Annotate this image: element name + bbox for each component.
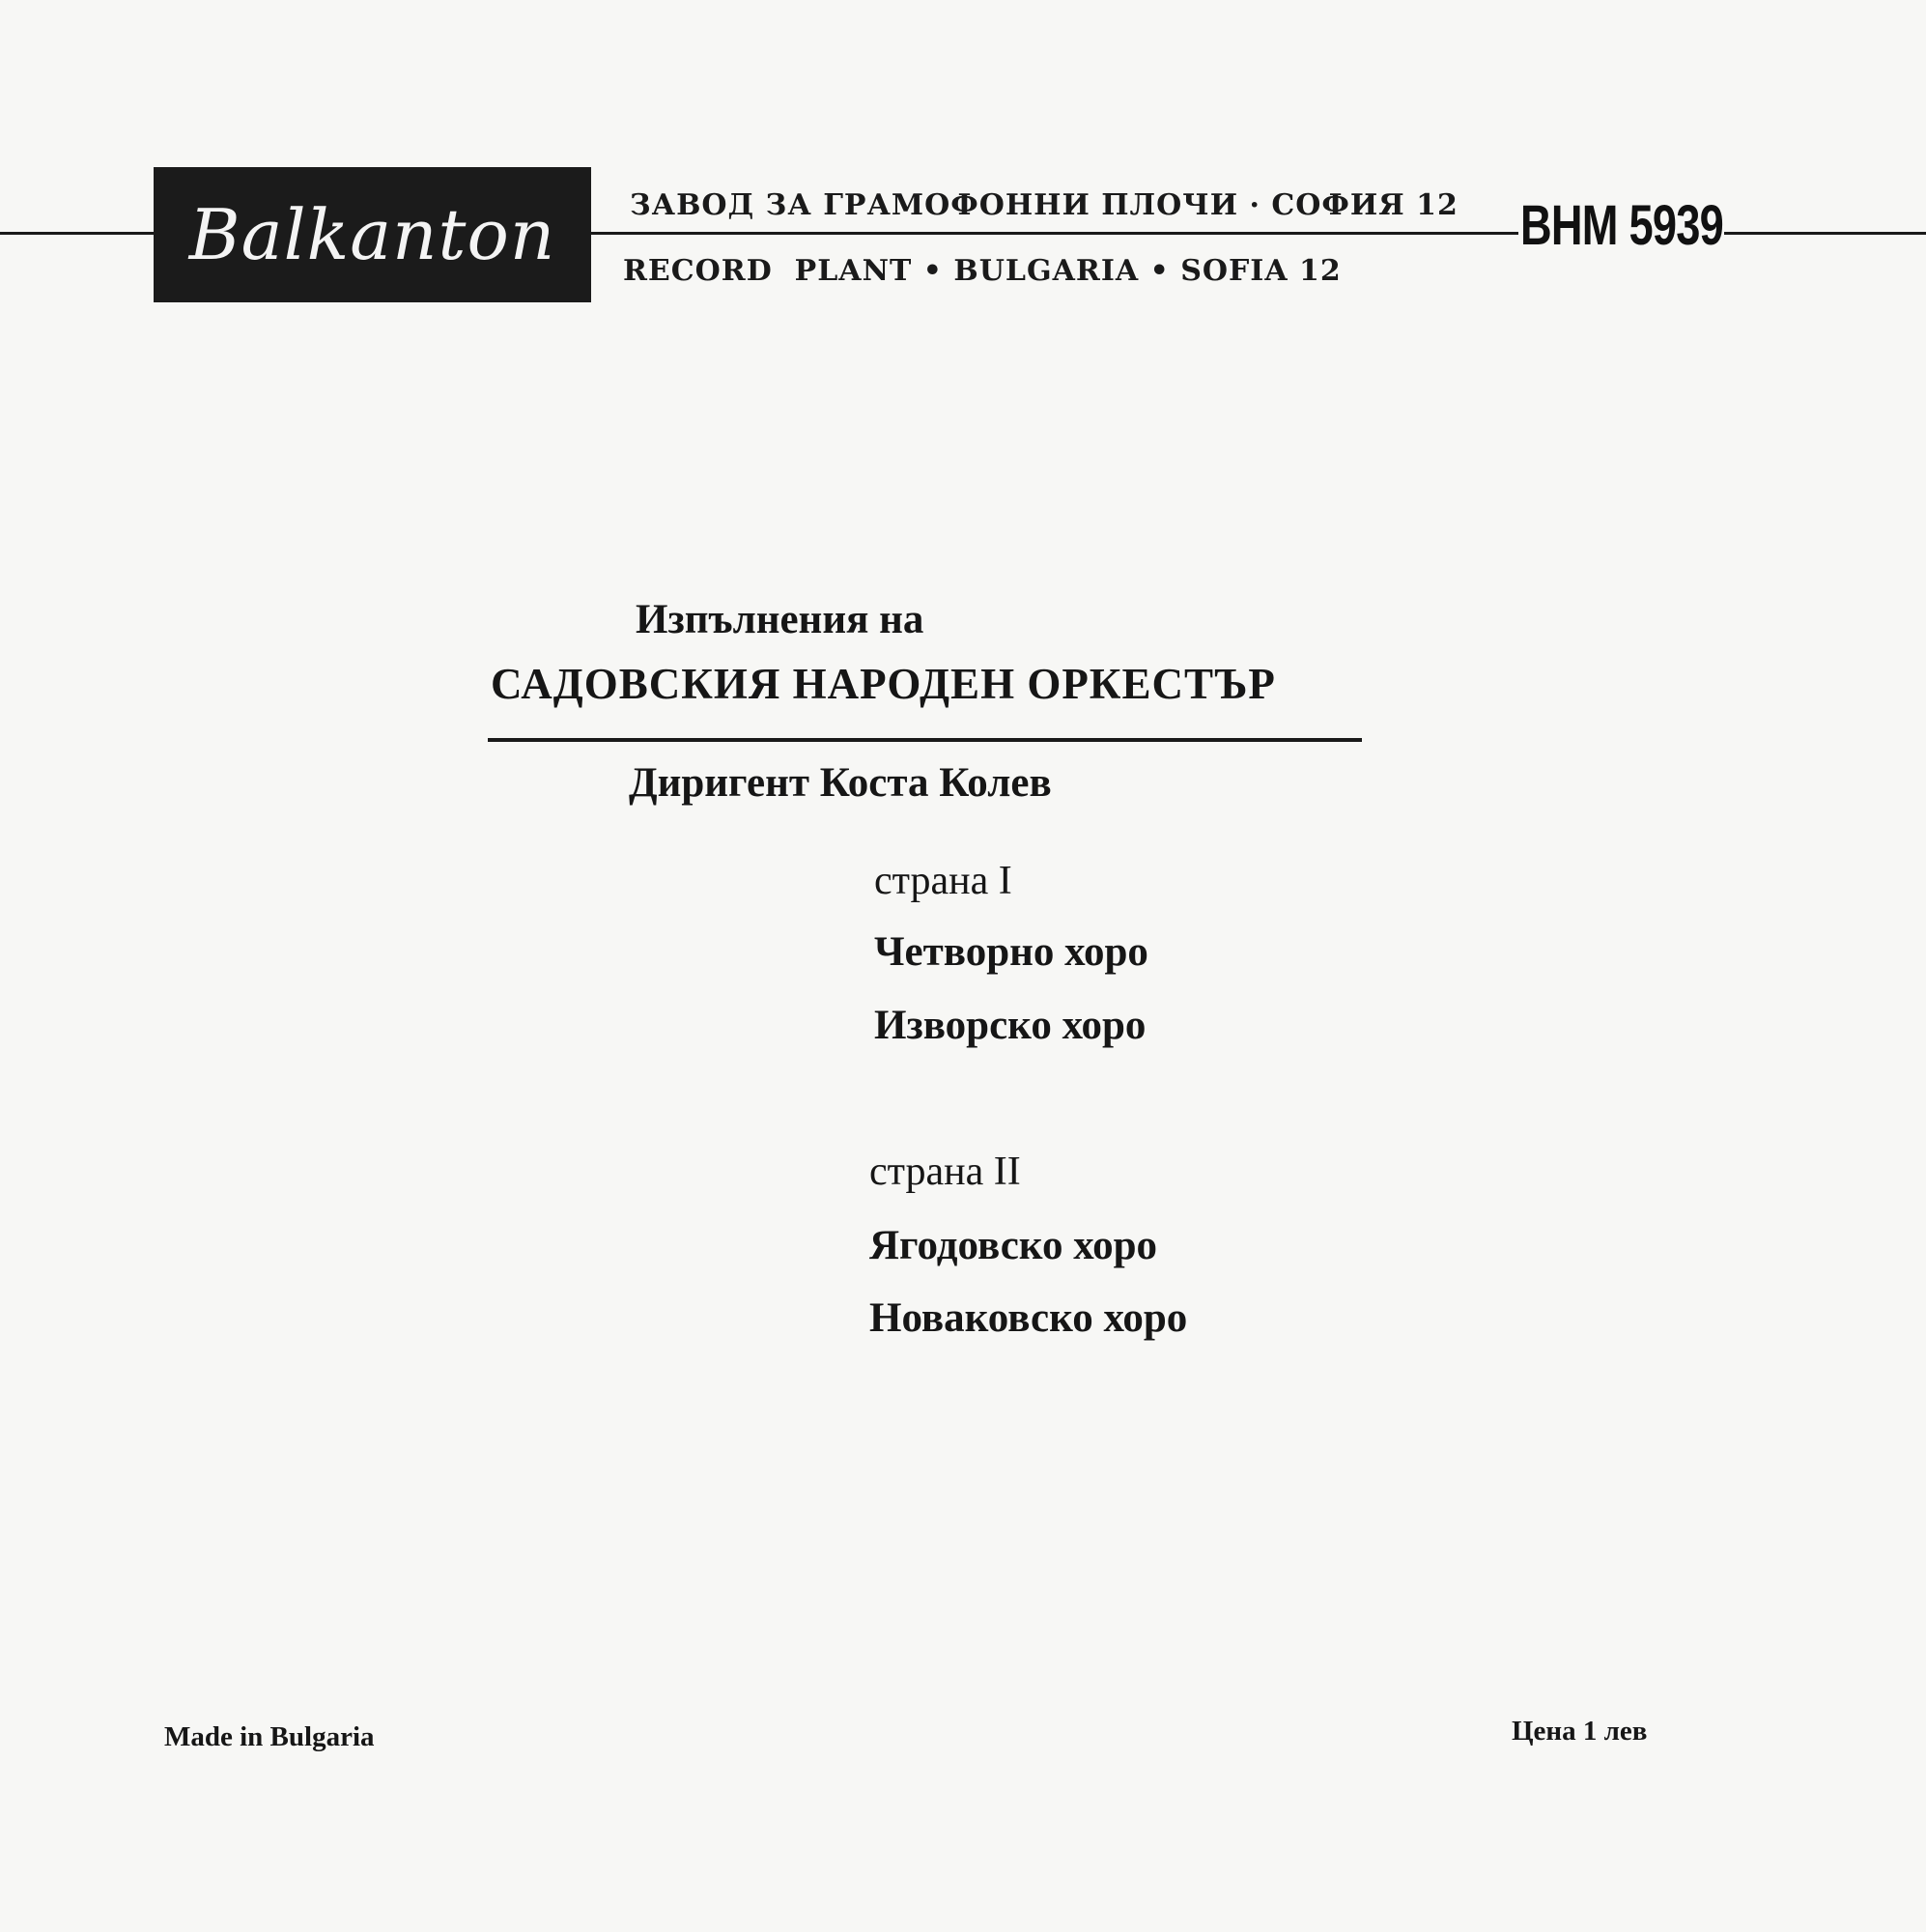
performance-intro: Изпълнения на xyxy=(636,597,924,642)
orchestra-name: САДОВСКИЯ НАРОДЕН ОРКЕСТЪР xyxy=(491,660,1276,708)
credits-divider xyxy=(488,738,1362,742)
balkanton-logo xyxy=(154,167,591,302)
track-side-one-2: Изворско хоро xyxy=(874,1003,1147,1048)
price-label: Цена 1 лев xyxy=(1512,1716,1648,1747)
track-side-two-1: Ягодовско хоро xyxy=(869,1223,1158,1268)
track-side-one-1: Четворно хоро xyxy=(874,929,1148,975)
header-rule-middle xyxy=(591,232,1518,235)
conductor-credit: Диригент Коста Колев xyxy=(629,760,1052,806)
logo-wordmark: Balkanton xyxy=(188,194,556,275)
catalog-number: ВНМ 5939 xyxy=(1520,194,1724,257)
header-rule-right xyxy=(1724,232,1926,235)
side-one-label: страна I xyxy=(874,859,1012,903)
side-two-label: страна II xyxy=(869,1150,1021,1194)
header-rule-left xyxy=(0,232,154,235)
track-side-two-2: Новаковско хоро xyxy=(869,1295,1188,1341)
made-in-label: Made in Bulgaria xyxy=(164,1721,375,1752)
plant-name-english: RECORD PLANT • BULGARIA • SOFIA 12 xyxy=(623,254,1342,288)
plant-name-bulgarian: ЗАВОД ЗА ГРАМОФОННИ ПЛОЧИ · СОФИЯ 12 xyxy=(630,188,1459,222)
